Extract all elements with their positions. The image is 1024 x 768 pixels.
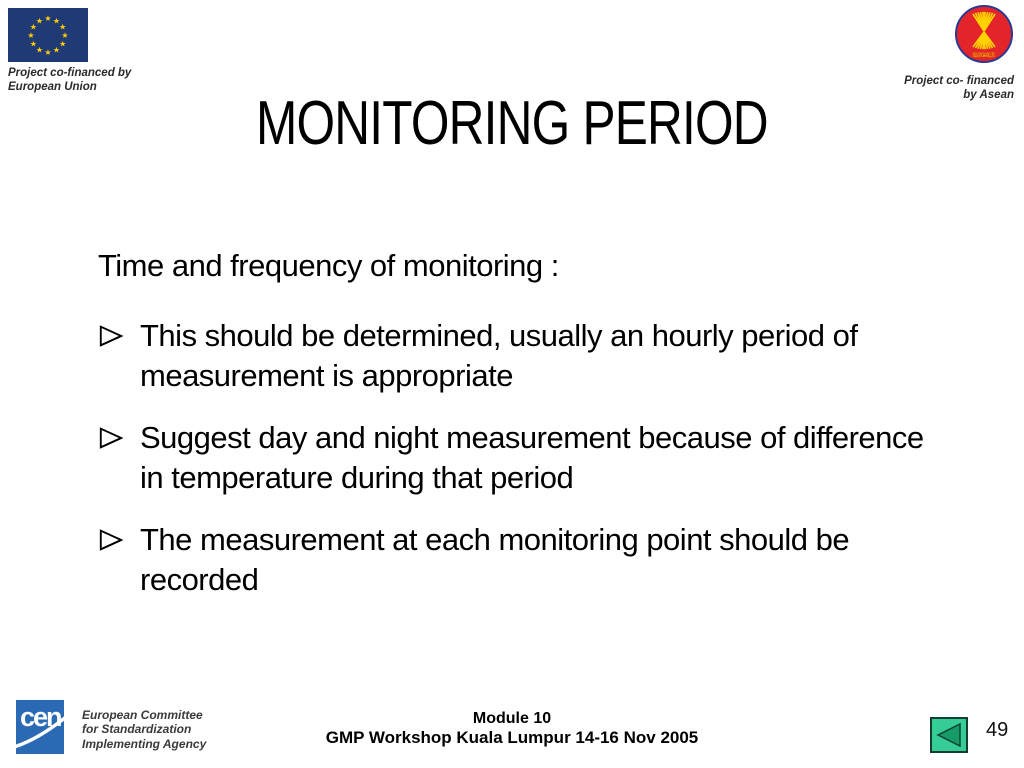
svg-text:★: ★ bbox=[59, 22, 67, 32]
eu-logo-block bbox=[8, 8, 188, 95]
svg-text:★: ★ bbox=[29, 22, 37, 32]
asean-logo-block bbox=[874, 4, 1014, 103]
eu-caption bbox=[8, 67, 188, 95]
footer-workshop: GMP Workshop Kuala Lumpur 14-16 Nov 2005 bbox=[325, 728, 699, 747]
svg-text:★: ★ bbox=[44, 14, 52, 23]
svg-text:★: ★ bbox=[59, 39, 67, 49]
asean-logo-word: asean bbox=[972, 50, 996, 59]
arrowhead-bullet-icon bbox=[98, 323, 124, 349]
bullet-item bbox=[96, 316, 936, 396]
arrowhead-bullet-icon bbox=[98, 425, 124, 451]
bullet-text: This should be determined, usually an hourly period of measurement is appropriate bbox=[140, 318, 858, 393]
svg-text:★: ★ bbox=[52, 16, 61, 26]
svg-text:★: ★ bbox=[29, 39, 37, 49]
svg-text:★: ★ bbox=[35, 45, 44, 55]
svg-text:★: ★ bbox=[35, 16, 44, 26]
arrowhead-bullet-icon bbox=[98, 527, 124, 553]
svg-text:★: ★ bbox=[52, 45, 61, 55]
asean-emblem-icon bbox=[954, 4, 1014, 64]
bullet-item bbox=[96, 520, 936, 600]
title-wrap bbox=[0, 89, 1024, 158]
bullet-text: The measurement at each monitoring point should be recorded bbox=[140, 522, 850, 597]
cen-caption-line3: Implementing Agency bbox=[82, 736, 207, 751]
page-number: 49 bbox=[986, 719, 1009, 741]
cen-logo-word: cen bbox=[20, 702, 61, 732]
intro-line: Time and frequency of monitoring : bbox=[98, 248, 559, 283]
bullet-item bbox=[96, 418, 936, 498]
eu-flag-icon bbox=[8, 8, 88, 62]
cen-caption-line1: European Committee bbox=[82, 708, 203, 722]
slide-body bbox=[96, 246, 936, 622]
svg-text:★: ★ bbox=[44, 48, 52, 57]
svg-text:★: ★ bbox=[27, 31, 35, 40]
footer-center bbox=[0, 709, 1024, 748]
back-arrow-icon bbox=[934, 721, 964, 749]
asean-caption-line2: by Asean bbox=[963, 88, 1014, 101]
cen-caption-line2: for Standardization bbox=[82, 722, 192, 737]
bullet-text: Suggest day and night measurement because of difference in temperature during that period bbox=[140, 420, 924, 495]
page-title: MONITORING PERIOD bbox=[256, 89, 768, 158]
asean-caption-line1: Project co- financed bbox=[904, 75, 1014, 87]
footer-module: Module 10 bbox=[472, 710, 552, 727]
eu-caption-line1: Project co-financed by bbox=[8, 67, 132, 79]
svg-text:★: ★ bbox=[61, 31, 69, 40]
eu-caption-line2: European Union bbox=[8, 80, 97, 93]
back-nav-button[interactable] bbox=[930, 717, 968, 753]
